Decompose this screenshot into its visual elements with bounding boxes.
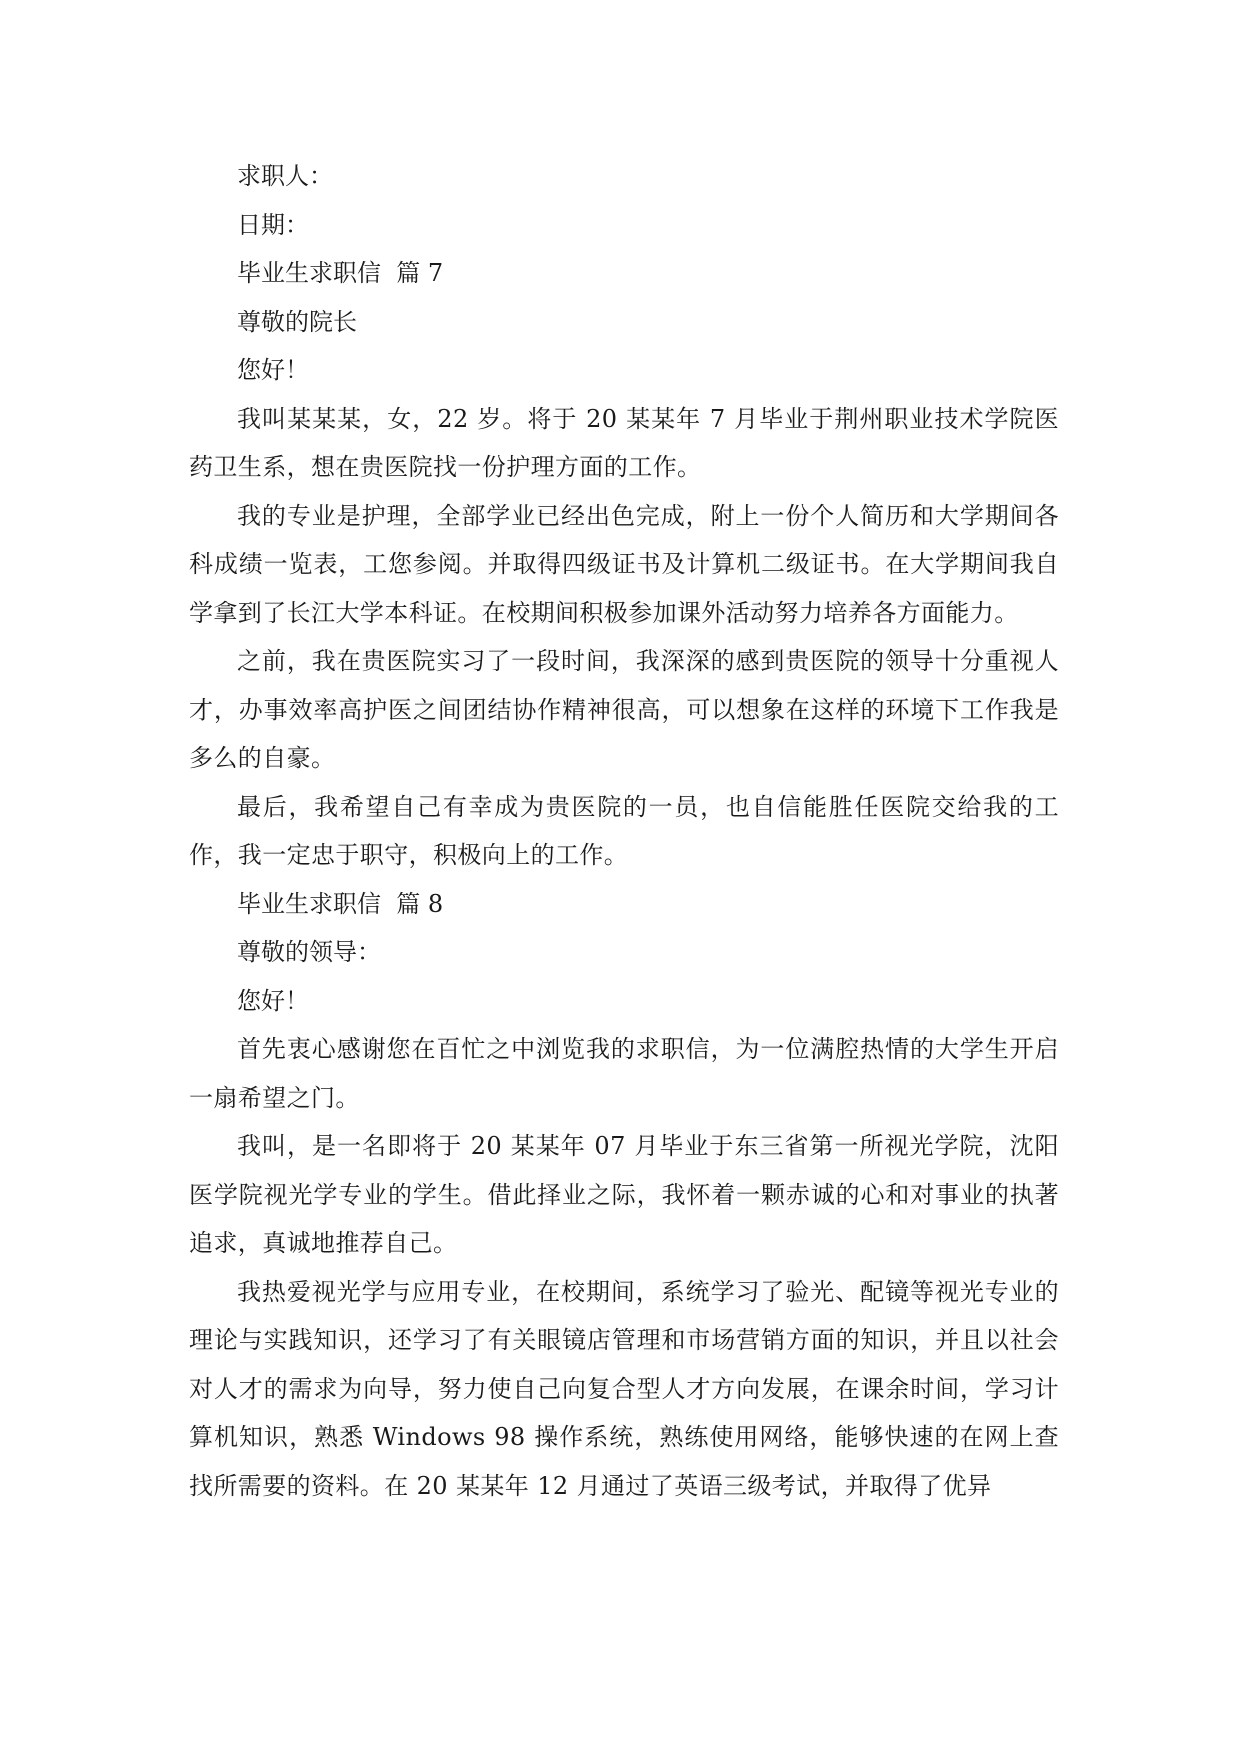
section-heading-7: 毕业生求职信 篇 7 — [237, 259, 444, 287]
paragraph-closing-7: 最后，我希望自己有幸成为贵医院的一员，也自信能胜任医院交给我的工作，我一定忠于职守，积极向上的工作。 — [189, 792, 1059, 869]
paragraph-thanks-8: 首先衷心感谢您在百忙之中浏览我的求职信，为一位满腔热情的大学生开启一扇希望之门。 — [189, 1035, 1059, 1112]
paragraph-major-7: 我的专业是护理，全部学业已经出色完成，附上一份个人简历和大学期间各科成绩一览表，工您参阅。并取得四级证书及计算机二级证书。在大学期间我自学拿到了长江大学本科证。在校期间积极参加课外活动努力培养各方面能力。 — [189, 501, 1059, 627]
salutation-7: 尊敬的院长 — [237, 307, 357, 336]
section-heading-8: 毕业生求职信 篇 8 — [237, 889, 444, 918]
paragraph-skills-8: 我热爱视光学与应用专业，在校期间，系统学习了验光、配镜等视光专业的理论与实践知识，还学习了有关眼镜店管理和市场营销方面的知识，并且以社会对人才的需求为向导，努力使自己向复合型人才方向发展，在课余时间，学习计算机知识，熟悉 Windows 98 操作系统，熟练使用网络，能够快速的在网上查找所需要的资料。在 20 某某年 12 月通过了英语三级考试，并取得了优异 — [189, 1277, 1059, 1500]
paragraph-intro-8: 我叫，是一名即将于 20 某某年 07 月毕业于东三省第一所视光学院，沈阳医学院视光学专业的学生。借此择业之际，我怀着一颗赤诚的心和对事业的执著追求，真诚地推荐自己。 — [189, 1132, 1059, 1257]
applicant-label: 求职人： — [237, 162, 333, 190]
salutation-8: 尊敬的领导： — [237, 938, 381, 966]
document-page — [189, 152, 1059, 1510]
greeting-8: 您好！ — [237, 986, 309, 1015]
paragraph-intro-7: 我叫某某某，女，22 岁。将于 20 某某年 7 月毕业于荆州职业技术学院医药卫生系，想在贵医院找一份护理方面的工作。 — [189, 404, 1059, 481]
greeting-7: 您好！ — [237, 356, 309, 384]
date-label: 日期： — [237, 210, 309, 239]
paragraph-internship-7: 之前，我在贵医院实习了一段时间，我深深的感到贵医院的领导十分重视人才，办事效率高护医之间团结协作精神很高，可以想象在这样的环境下工作我是多么的自豪。 — [189, 647, 1059, 772]
